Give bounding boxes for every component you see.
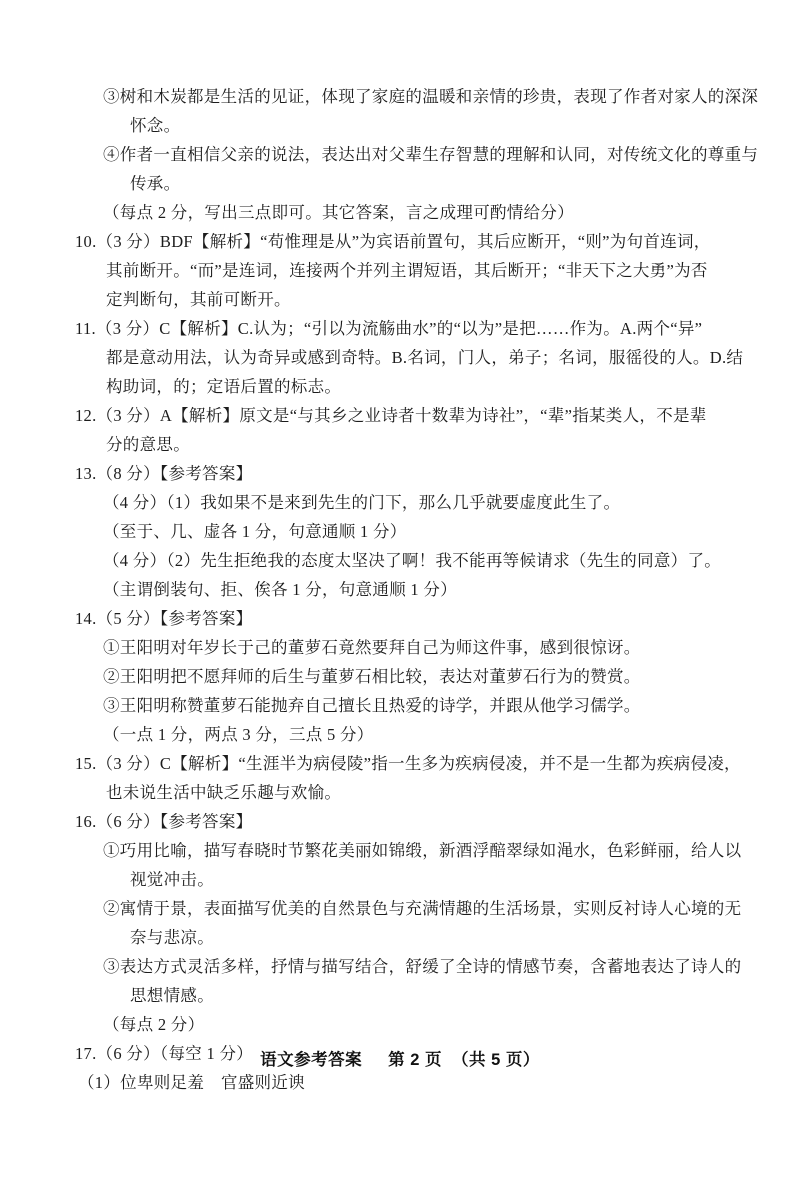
answer-line: 视觉冲击。 (130, 870, 214, 889)
answer-line: 分的意思。 (106, 435, 190, 454)
answer-line: 思想情感。 (130, 986, 214, 1005)
footer-page-number: 第 2 页 (388, 1051, 442, 1069)
answer-line: 定判断句，其前可断开。 (106, 290, 291, 309)
answer-line: 怀念。 (130, 116, 181, 135)
answer-line: 17.（6 分）（每空 1 分） (75, 1044, 254, 1063)
answer-line: 其前断开。“而”是连词，连接两个并列主谓短语，其后断开；“非天下之大勇”为否 (106, 261, 708, 280)
answer-line: 构助词，的；定语后置的标志。 (106, 377, 342, 396)
answer-line: ②寓情于景，表面描写优美的自然景色与充满情趣的生活场景，实则反衬诗人心境的无 (103, 899, 742, 918)
answer-line: ①王阳明对年岁长于己的董萝石竟然要拜自己为师这件事，感到很惊讶。 (103, 638, 641, 657)
answer-line: （主谓倒装句、拒、俟各 1 分，句意通顺 1 分） (103, 580, 457, 599)
answer-line: （4 分）（1）我如果不是来到先生的门下，那么几乎就要虚度此生了。 (103, 493, 621, 512)
answer-line: ③表达方式灵活多样，抒情与描写结合，舒缓了全诗的情感节奏，含蓄地表达了诗人的 (103, 957, 742, 976)
answer-lines (0, 82, 800, 1097)
footer-page-total: （共 5 页） (452, 1051, 540, 1069)
answer-line: 传承。 (130, 174, 181, 193)
answer-line: 16.（6 分）【参考答案】 (75, 812, 253, 831)
answer-line: ④作者一直相信父亲的说法，表达出对父辈生存智慧的理解和认同，对传统文化的尊重与 (103, 145, 759, 164)
answer-line: 12.（3 分）A【解析】原文是“与其乡之业诗者十数辈为诗社”，“辈”指某类人，不是辈 (75, 406, 707, 425)
answer-line: 13.（8 分）【参考答案】 (75, 464, 253, 483)
answer-line: 都是意动用法，认为奇异或感到奇特。B.名词，门人，弟子；名词，服徭役的人。D.结 (106, 348, 744, 367)
answer-line: ③树和木炭都是生活的见证，体现了家庭的温暖和亲情的珍贵，表现了作者对家人的深深 (103, 87, 759, 106)
page-footer (0, 1046, 800, 1070)
answer-line: （每点 2 分） (103, 1015, 205, 1034)
answer-line: ③王阳明称赞董萝石能抛弃自己擅长且热爱的诗学，并跟从他学习儒学。 (103, 696, 641, 715)
answer-line: （4 分）（2）先生拒绝我的态度太坚决了啊！我不能再等候请求（先生的同意）了。 (103, 551, 722, 570)
answer-line: （一点 1 分，两点 3 分，三点 5 分） (103, 725, 374, 744)
answer-line: （至于、几、虚各 1 分，句意通顺 1 分） (103, 522, 407, 541)
answer-line: 奈与悲凉。 (130, 928, 214, 947)
answer-line: 11.（3 分）C【解析】C.认为；“引以为流觞曲水”的“以为”是把……作为。A.两个“异” (75, 319, 703, 338)
footer-doc-title: 语文参考答案 (260, 1051, 363, 1069)
answer-line: 也未说生活中缺乏乐趣与欢愉。 (106, 783, 342, 802)
answer-line: 10.（3 分）BDF【解析】“苟惟理是从”为宾语前置句，其后应断开，“则”为句首连词， (75, 232, 711, 251)
answer-line: 14.（5 分）【参考答案】 (75, 609, 253, 628)
answer-line: ①巧用比喻，描写春晓时节繁花美丽如锦缎，新酒浮醅翠绿如渑水，色彩鲜丽，给人以 (103, 841, 742, 860)
answer-line: 15.（3 分）C【解析】“生涯半为病侵陵”指一生多为疾病侵凌，并不是一生都为疾病侵凌， (75, 754, 741, 773)
answer-line: ②王阳明把不愿拜师的后生与董萝石相比较，表达对董萝石行为的赞赏。 (103, 667, 641, 686)
answer-line: （1）位卑则足羞 官盛则近谀 (78, 1073, 305, 1092)
answer-line: （每点 2 分，写出三点即可。其它答案，言之成理可酌情给分） (103, 203, 574, 222)
